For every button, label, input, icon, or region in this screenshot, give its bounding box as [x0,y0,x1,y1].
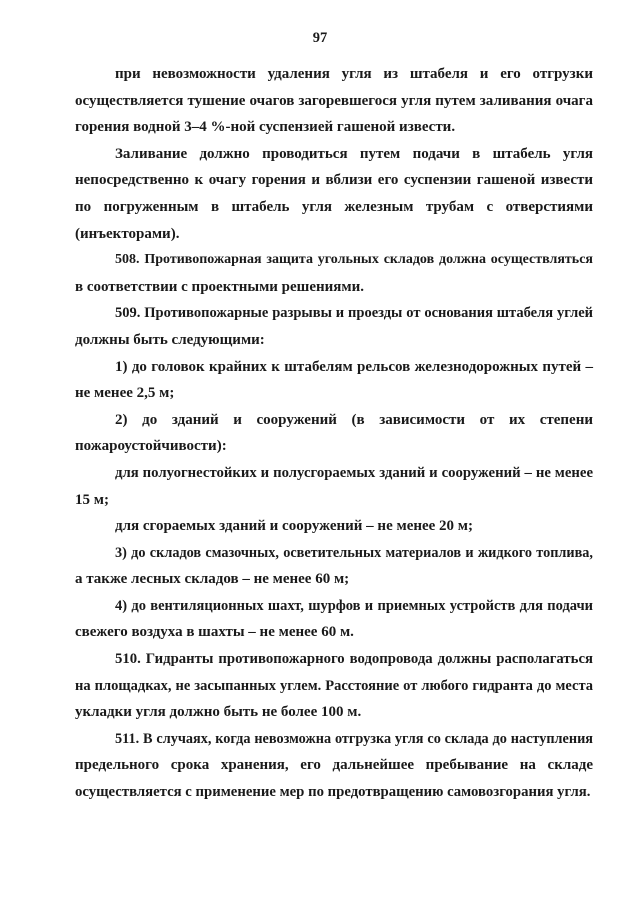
text-line: осуществляется тушение очагов загоревшегося угля путем заливания очага [75,92,593,109]
text-line: 1) до головок крайних к штабелям рельсов железнодорожных путей – [115,358,593,375]
page-number: 97 [312,30,328,46]
text-line: непосредственно к очагу горения и вблизи его суспензии гашеной извести [75,172,593,189]
text-line: для полуогнестойких и полусгораемых зданий и сооружений – не менее [115,464,593,481]
document-body [75,61,593,806]
text-line: 2) до зданий и сооружений (в зависимости от их степени [115,411,593,428]
text-line: свежего воздуха в шахты – не менее 60 м. [75,624,354,641]
text-line: укладки угля должно быть не более 100 м. [75,704,362,721]
text-line: для сгораемых зданий и сооружений – не менее 20 м; [115,518,474,535]
text-line: (инъекторами). [75,225,180,242]
text-line: предельного срока хранения, его дальнейшее пребывание на складе [75,757,593,774]
text-line: в соответствии с проектными решениями. [75,278,365,295]
text-line: горения водной 3–4 %-ной суспензией гашеной извести. [75,119,456,136]
text-line: должны быть следующими: [75,331,265,348]
text-line: пожароустойчивости): [75,438,227,455]
text-line: 509. Противопожарные разрывы и проезды от основания штабеля углей [115,305,593,322]
text-line: Заливание должно проводиться путем подачи в штабель угля [115,145,593,162]
text-line: 511. В случаях, когда невозможна отгрузка угля со склада до наступления [115,730,593,747]
text-line: 4) до вентиляционных шахт, шурфов и приемных устройств для подачи [115,597,593,614]
text-line: осуществляется с применение мер по предотвращению самовозгорания угля. [75,784,591,801]
text-line: 508. Противопожарная защита угольных складов должна осуществляться [115,252,593,268]
text-line: на площадках, не засыпанных углем. Расстояние от любого гидранта до места [75,677,593,694]
text-line: 3) до складов смазочных, осветительных материалов и жидкого топлива, [115,544,593,561]
text-line: не менее 2,5 м; [75,385,175,402]
text-line: а также лесных складов – не менее 60 м; [75,571,350,588]
text-line: при невозможности удаления угля из штабеля и его отгрузки [115,66,593,82]
text-line: 15 м; [75,491,109,508]
text-line: по погруженным в штабель угля железным трубам с отверстиями [75,198,593,215]
text-line: 510. Гидранты противопожарного водопровода должны располагаться [115,651,593,668]
